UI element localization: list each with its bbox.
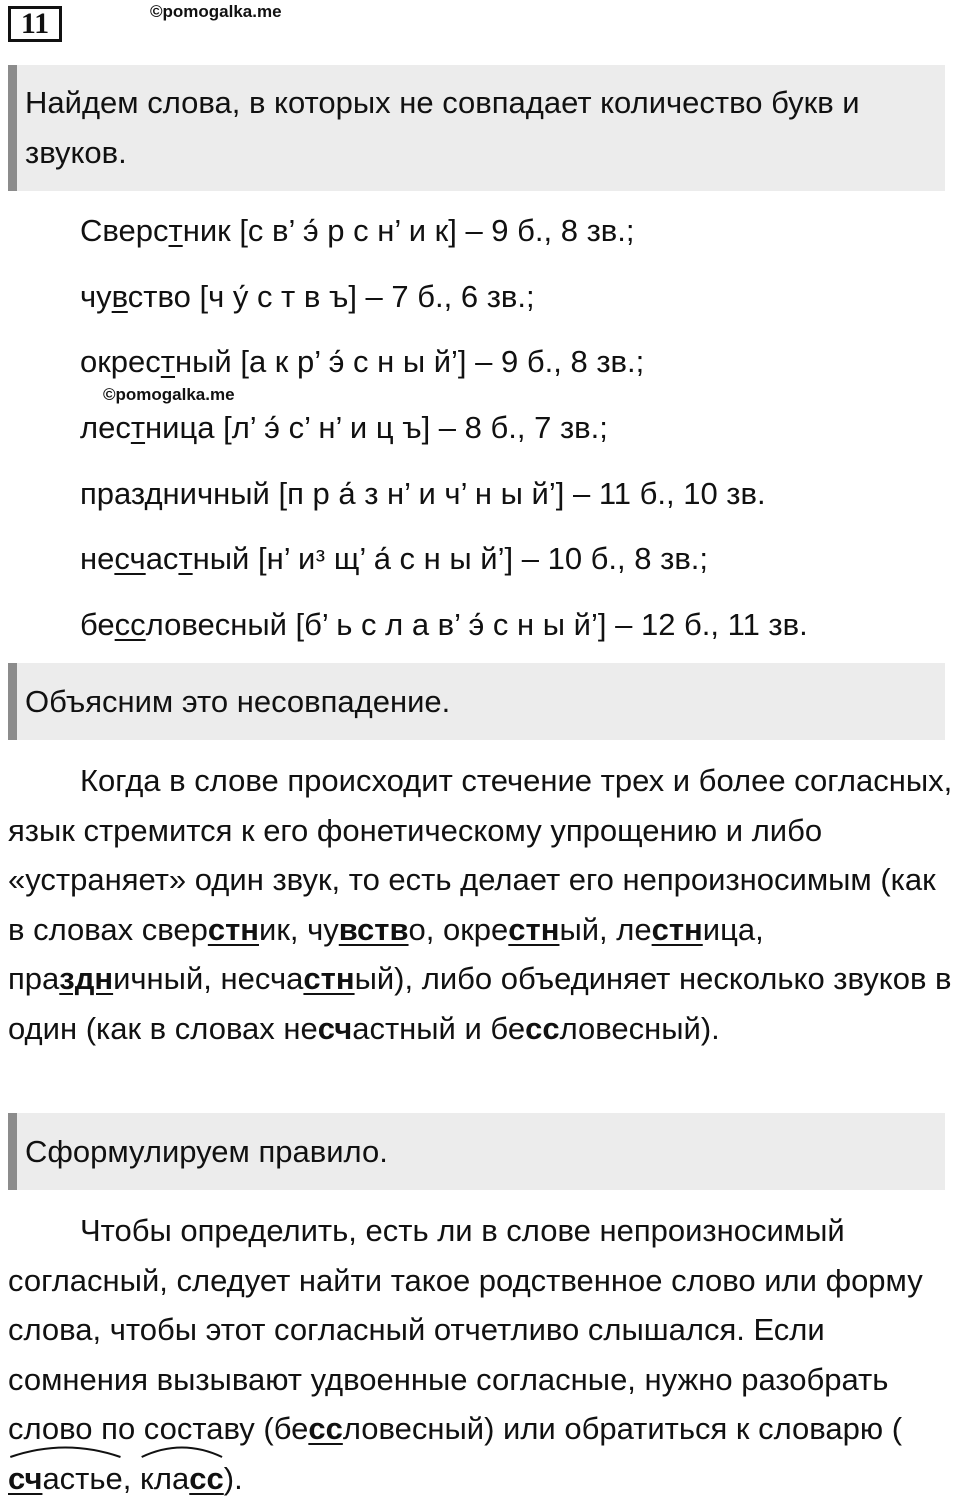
- paragraph-rule: Чтобы определить, есть ли в слове непроизносимый согласный, следует найти такое родственное слово или форму слова, чтобы этот согласный отчетливо слышался. Если сомнения вызывают удвоенные согласные, нужно разобрать слово по составу (бессловесный) или обратиться к словарю ( счастье, класс).: [8, 1206, 953, 1503]
- word-item: окрестный [а к р’ э́ с н ы й’] – 9 б., 8 зв.;: [80, 342, 644, 382]
- root-mark-schastye: счастье: [8, 1454, 123, 1503]
- heading-rule: Сформулируем правило.: [8, 1113, 945, 1190]
- root-mark-klass: класс: [140, 1454, 224, 1503]
- word-item: праздничный [п р а́ з н’ и ч’ н ы й’] – 11 б., 10 зв.: [80, 474, 766, 514]
- watermark-top: ©pomogalka.me: [150, 2, 282, 22]
- watermark-middle: ©pomogalka.me: [103, 385, 235, 405]
- heading-find-words: Найдем слова, в которых не совпадает количество букв и звуков.: [8, 65, 945, 191]
- word-item: Сверстник [с в’ э́ р с н’ и к] – 9 б., 8 зв.;: [80, 211, 635, 251]
- paragraph-explanation: Когда в слове происходит стечение трех и более согласных, язык стремится к его фонетическому упрощению и либо «устраняет» один звук, то есть делает его непроизносимым (как в словах сверстник, чувство, окрестный, лестница, праздничный, несчастный), либо объединяет несколько звуков в один (как в словах несчастный и бессловесный).: [8, 756, 953, 1053]
- word-item: бессловесный [б’ ь с л а в’ э́ с н ы й’] – 12 б., 11 зв.: [80, 605, 808, 645]
- task-number: 11: [8, 6, 62, 42]
- word-item: чувство [ч у́ с т в ъ] – 7 б., 6 зв.;: [80, 277, 535, 317]
- heading-explain: Объясним это несовпадение.: [8, 663, 945, 740]
- word-item: лестница [л’ э́ с’ н’ и ц ъ] – 8 б., 7 зв.;: [80, 408, 608, 448]
- word-item: несчастный [н’ иᵌ щ’ а́ с н ы й’] – 10 б., 8 зв.;: [80, 539, 708, 579]
